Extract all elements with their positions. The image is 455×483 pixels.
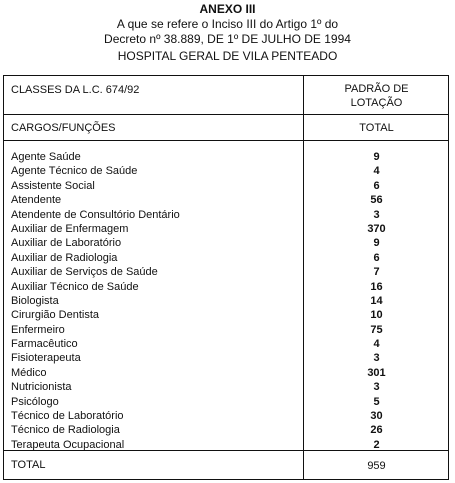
table-row: [4, 366, 448, 380]
table-row: [4, 222, 448, 236]
table-row: [4, 280, 448, 294]
cargo-name: Agente Saúde: [11, 151, 81, 163]
table-row: [4, 423, 448, 437]
cargo-name: Enfermeiro: [11, 323, 65, 336]
cargo-name: Fisioterapeuta: [11, 352, 81, 365]
lotacao-value: 30: [370, 410, 383, 423]
total-divider: [4, 450, 448, 451]
cargo-name: Farmacêutico: [11, 338, 78, 351]
table-row: [4, 179, 448, 193]
table-row: [4, 251, 448, 265]
cargos-label: CARGOS/FUNÇÕES: [11, 122, 116, 134]
lotacao-value: 3: [373, 208, 380, 221]
lotacao-value: 3: [373, 352, 380, 365]
cargo-name: Assistente Social: [11, 179, 95, 192]
classes-label: CLASSES DA L.C. 674/92: [11, 84, 140, 96]
table-row: [4, 236, 448, 250]
lotacao-value: 7: [373, 266, 380, 279]
cargo-name: Auxiliar de Laboratório: [11, 237, 122, 250]
cargo-name: Técnico de Laboratório: [11, 410, 124, 423]
padrao-label-line1: PADRÃO DE: [344, 83, 409, 95]
cargo-name: Técnico de Radiologia: [11, 424, 120, 437]
cargo-name: Auxiliar Técnico de Saúde: [11, 280, 139, 293]
table-row: [4, 308, 448, 322]
table-row: [4, 351, 448, 365]
cargo-name: Médico: [11, 366, 47, 379]
cargo-name: Biologista: [11, 294, 59, 307]
cargo-name: Psicólogo: [11, 395, 59, 408]
cargo-name: Auxiliar de Radiologia: [11, 251, 118, 264]
padrao-label-line2: LOTAÇÃO: [350, 97, 403, 109]
header-divider-2: [4, 140, 448, 141]
table-row: [4, 323, 448, 337]
cargo-name: Atendente de Consultório Dentário: [11, 208, 180, 221]
lotacao-value: 301: [367, 366, 386, 379]
cargo-name: Cirurgião Dentista: [11, 309, 100, 322]
lotacao-value: 3: [373, 381, 380, 394]
total-column-label: TOTAL: [359, 122, 394, 134]
lotacao-value: 9: [373, 151, 380, 163]
lotacao-value: 75: [370, 323, 383, 336]
table-row: [4, 294, 448, 308]
lotacao-value: 16: [370, 280, 383, 293]
cargo-name: Auxiliar de Serviços de Saúde: [11, 266, 158, 279]
lotacao-value: 6: [373, 179, 380, 192]
lotacao-value: 2: [373, 438, 380, 451]
lotacao-value: 6: [373, 251, 380, 264]
cargo-name: Terapeuta Ocupacional: [11, 438, 125, 451]
lotacao-value: 14: [370, 294, 383, 307]
header-line-1: A que se refere o Inciso III do Artigo 1º do: [116, 17, 339, 31]
table-row: [4, 380, 448, 394]
lotacao-value: 5: [373, 395, 380, 408]
lotacao-value: 4: [373, 165, 380, 178]
table-row: [4, 395, 448, 409]
table-row: [4, 265, 448, 279]
lotacao-value: 10: [370, 309, 383, 322]
header-line-2: Decreto nº 38.889, DE 1º DE JULHO DE 1994: [104, 32, 351, 46]
table-row: [4, 409, 448, 423]
cargo-name: Nutricionista: [11, 381, 72, 394]
table-row: [4, 208, 448, 222]
lotacao-value: 56: [370, 194, 383, 207]
total-value: 959: [367, 460, 386, 472]
lotacao-value: 4: [373, 338, 380, 351]
cargo-name: Auxiliar de Enfermagem: [11, 222, 129, 235]
cargo-name: Agente Técnico de Saúde: [11, 165, 138, 178]
total-label: TOTAL: [11, 459, 46, 471]
lotacao-value: 370: [367, 222, 386, 235]
table-row: [4, 150, 448, 164]
annex-title: ANEXO III: [199, 2, 256, 16]
cargo-name: Atendente: [11, 194, 62, 207]
table-row: [4, 164, 448, 178]
table-row: [4, 193, 448, 207]
hospital-name: HOSPITAL GERAL DE VILA PENTEADO: [117, 49, 338, 63]
header-divider-1: [4, 114, 448, 115]
lotacao-value: 9: [373, 237, 380, 250]
staffing-table: [3, 75, 449, 480]
lotacao-value: 26: [370, 424, 383, 437]
table-body: [4, 150, 448, 452]
table-row: [4, 337, 448, 351]
